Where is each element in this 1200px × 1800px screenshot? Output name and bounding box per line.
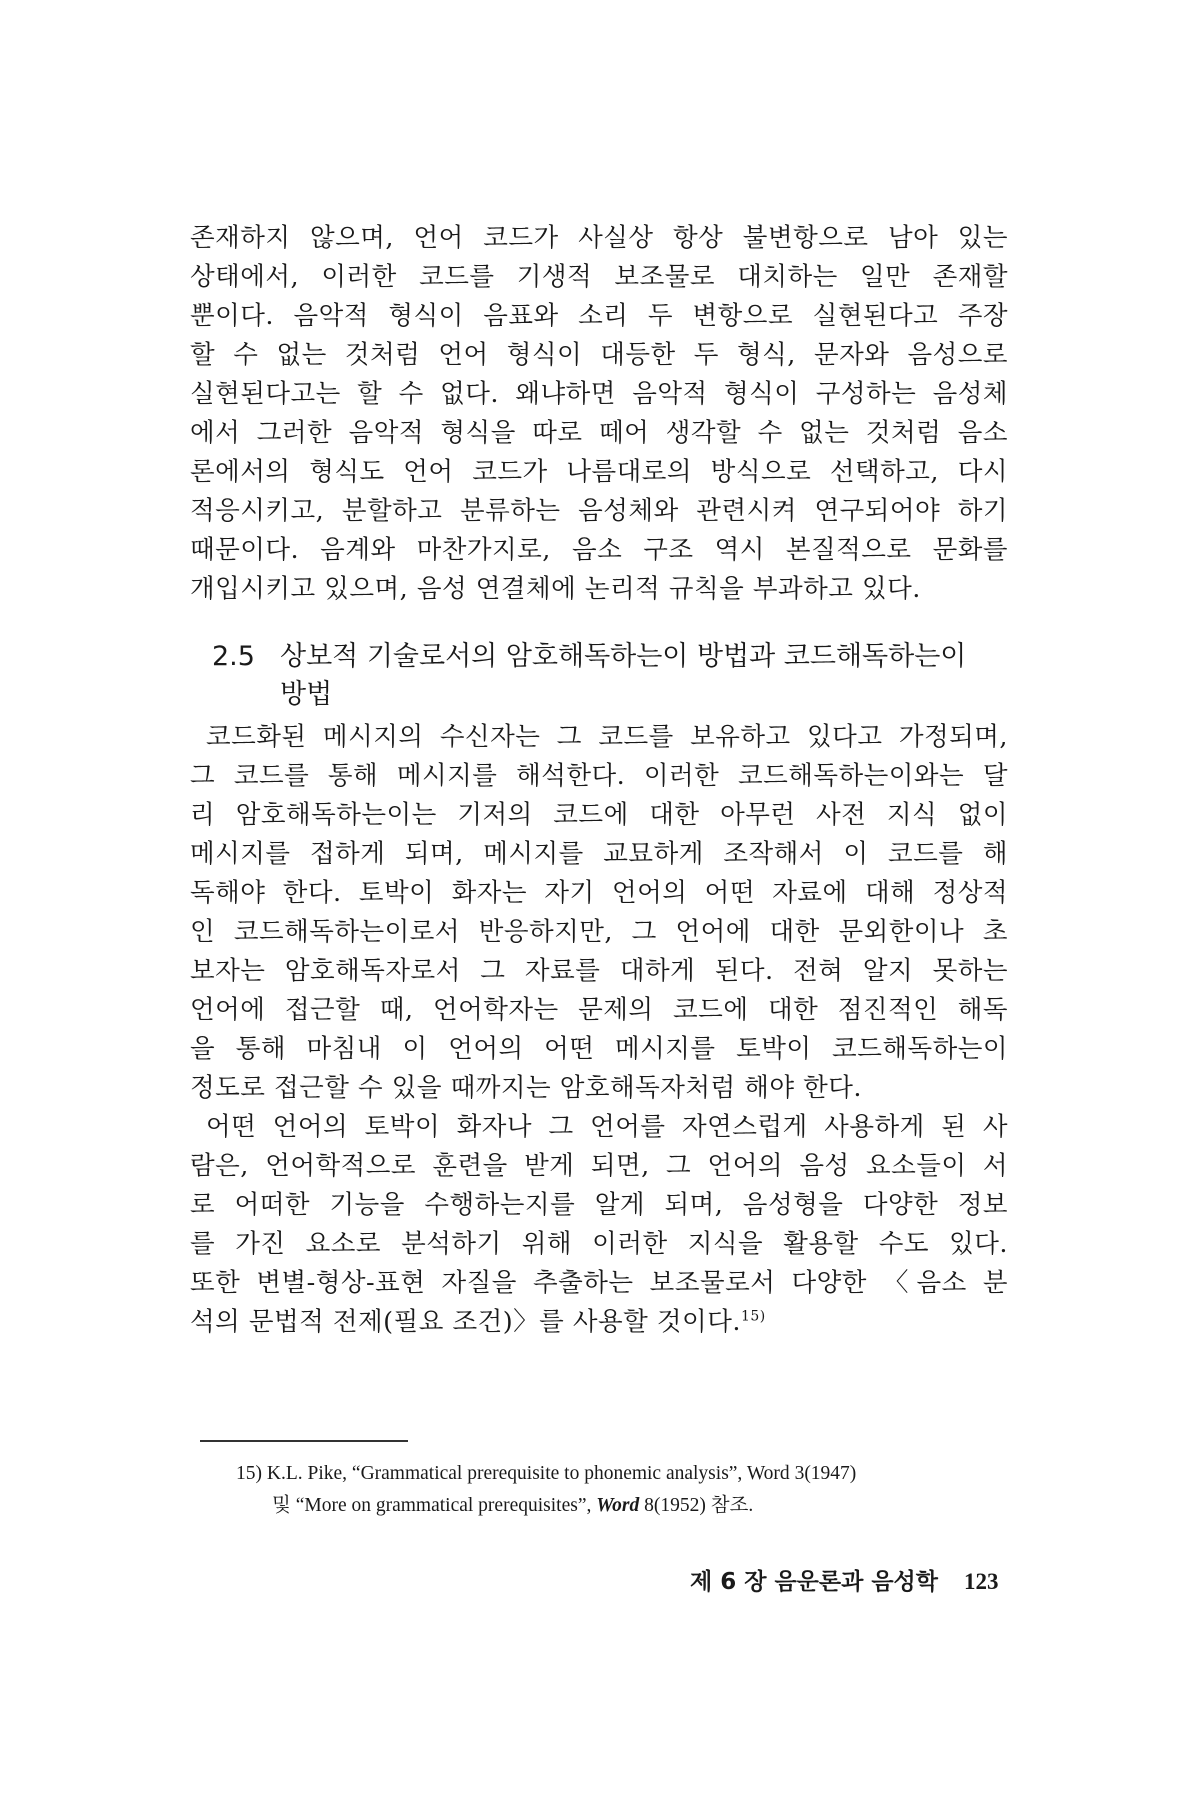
para3-line: 람은, 언어학적으로 훈련을 받게 되면, 그 언어의 음성 요소들이 서 (190, 1151, 1008, 1181)
para3-line: 로 어떠한 기능을 수행하는지를 알게 되며, 음성형을 다양한 정보 (190, 1190, 1008, 1220)
para2-line: 메시지를 접하게 되며, 메시지를 교묘하게 조작해서 이 코드를 해 (190, 839, 1008, 869)
para1-line: 뿐이다. 음악적 형식이 음표와 소리 두 변항으로 실현된다고 주장 (190, 301, 1008, 331)
footnote-line2 (272, 1492, 753, 1520)
footnote-reference: 15) (740, 1308, 766, 1325)
section-title-line1: 상보적 기술로서의 암호해독하는이 방법과 코드해독하는이 (280, 641, 967, 672)
para2-line: 리 암호해독하는이는 기저의 코드에 대한 아무런 사전 지식 없이 (190, 800, 1008, 830)
para2-line: 독해야 한다. 토박이 화자는 자기 언어의 어떤 자료에 대해 정상적 (190, 878, 1008, 908)
para2-line: 코드화된 메시지의 수신자는 그 코드를 보유하고 있다고 가정되며, (206, 722, 1008, 752)
para1-line: 상태에서, 이러한 코드를 기생적 보조물로 대치하는 일만 존재할 (190, 262, 1008, 292)
footnote-line1 (236, 1460, 856, 1488)
para1-line: 할 수 없는 것처럼 언어 형식이 대등한 두 형식, 문자와 음성으로 (190, 340, 1008, 370)
section-heading (212, 640, 1012, 674)
para2-line: 보자는 암호해독자로서 그 자료를 대하게 된다. 전혀 알지 못하는 (190, 956, 1008, 986)
para1-line: 때문이다. 음계와 마찬가지로, 음소 구조 역시 본질적으로 문화를 (190, 535, 1008, 565)
footnote-number: 15) (236, 1463, 262, 1484)
para2-line: 을 통해 마침내 이 언어의 어떤 메시지를 토박이 코드해독하는이 (190, 1034, 1008, 1064)
para1-line: 에서 그러한 음악적 형식을 따로 떼어 생각할 수 없는 것처럼 음소 (190, 418, 1008, 448)
footnote-text-a: K.L. Pike, “Grammatical prerequisite to phonemic analysis”, (266, 1463, 743, 1484)
para2-line: 언어에 접근할 때, 언어학자는 문제의 코드에 대한 점진적인 해독 (190, 995, 1008, 1025)
section-title-line2: 방법 (280, 679, 333, 710)
para1-line: 적응시키고, 분할하고 분류하는 음성체와 관련시켜 연구되어야 하기 (190, 496, 1008, 526)
chapter-title: 제 6 장 음운론과 음성학 (690, 1569, 938, 1595)
para1-line: 론에서의 형식도 언어 코드가 나름대로의 방식으로 선택하고, 다시 (190, 457, 1008, 487)
footnote-tail-a: 3(1947) (794, 1463, 857, 1484)
para2-line: 인 코드해독하는이로서 반응하지만, 그 언어에 대한 문외한이나 초 (190, 917, 1008, 947)
para1-line: 존재하지 않으며, 언어 코드가 사실상 항상 불변항으로 남아 있는 (190, 223, 1008, 253)
footnote-separator (200, 1440, 408, 1442)
para3-last-text: 석의 문법적 전제(필요 조건)〉를 사용할 것이다. (190, 1307, 741, 1337)
section-number: 2.5 (212, 641, 255, 672)
running-footer (690, 1563, 999, 1596)
footnote-tail-b: 8(1952) 참조. (644, 1495, 754, 1516)
para2-line: 그 코드를 통해 메시지를 해석한다. 이러한 코드해독하는이와는 달 (190, 761, 1008, 791)
para1-line: 실현된다고는 할 수 없다. 왜냐하면 음악적 형식이 구성하는 음성체 (190, 379, 1008, 409)
page-number: 123 (964, 1569, 999, 1594)
para2-line: 정도로 접근할 수 있을 때까지는 암호해독자처럼 해야 한다. (190, 1073, 863, 1103)
para3-line: 를 가진 요소로 분석하기 위해 이러한 지식을 활용할 수도 있다. (190, 1229, 1008, 1259)
para3-line: 어떤 언어의 토박이 화자나 그 언어를 자연스럽게 사용하게 된 사 (206, 1112, 1008, 1142)
para3-last-line (190, 1305, 1008, 1339)
footnote-journal-a: Word (746, 1463, 790, 1484)
footnote-text-b: 및 “More on grammatical prerequisites”, (272, 1495, 592, 1516)
footnote-journal-b: Word (596, 1495, 640, 1516)
para1-line: 개입시키고 있으며, 음성 연결체에 논리적 규칙을 부과하고 있다. (190, 574, 921, 604)
para3-line: 또한 변별-형상-표현 자질을 추출하는 보조물로서 다양한 〈음소 분 (190, 1268, 1008, 1298)
